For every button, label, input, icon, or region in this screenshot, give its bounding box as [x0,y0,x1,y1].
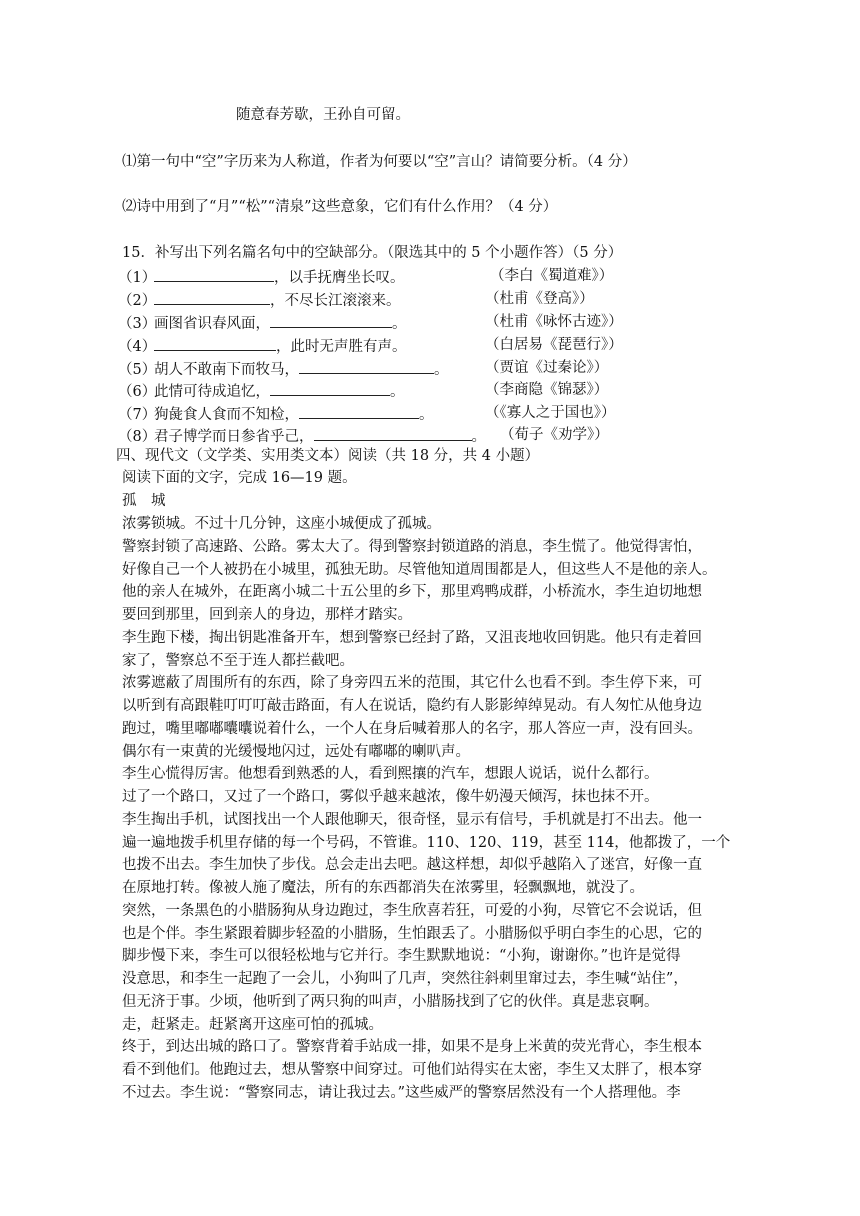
fill-item-text-after: 。 [392,316,407,332]
fill-item [118,358,449,381]
story-line: 好像自己一个人被扔在小城里，孤独无助。尽管他知道周围都是人，但这些人不是他的亲人。 [122,561,717,578]
story-line: 李生心慌得厉害。他想看到熟悉的人，看到熙攘的汽车，想跟人说话，说什么都行。 [122,766,659,783]
fill-item [118,403,434,426]
story-line: 不过去。李生说：“警察同志，请让我过去。”这些威严的警察居然没有一个人搭理他。李 [122,1084,681,1101]
fill-blank[interactable] [270,380,390,396]
story-line: 也拨不出去。李生加快了步伐。总会走出去吧。越这样想，却似乎越陷入了迷宫，好像一直 [122,857,702,874]
story-line: 没意思，和李生一起跑了一会儿，小狗叫了几声，突然往斜刺里窜过去，李生喊“站住”， [122,971,688,987]
fill-item-text-before: 狗彘食人食而不知检， [154,407,299,423]
story-line: 他的亲人在城外，在距离小城二十五公里的乡下，那里鸡鸭成群，小桥流水，李生迫切地想 [122,584,702,601]
story-line: 终于，到达出城的路口了。警察背着手站成一排，如果不是身上米黄的荧光背心，李生根本 [122,1039,702,1056]
question-14-1: ⑴第一句中“空”字历来为人称道，作者为何要以“空”言山？请简要分析。（4 分） [122,154,637,170]
fill-item-number: （3） [118,316,157,332]
fill-item-text-after: 。 [434,362,449,378]
story-title: 孤 城 [122,493,166,509]
story-line: 遍一遍地拨手机里存储的每一个号码，不管谁。110、120、119，甚至 114，他都拨了，一个 [122,834,731,851]
story-line: 李生掏出手机，试图找出一个人跟他聊天，很奇怪，显示有信号，手机就是打不出去。他一 [122,811,702,828]
fill-item-number: （8） [118,429,157,445]
fill-item [118,266,405,289]
section-4-header: 四、现代文（文学类、实用类文本）阅读（共 18 分，共 4 小题） [116,448,540,464]
story-line: 以听到有高跟鞋叮叮叮敲击路面，有人在说话，隐约有人影影绰绰晃动。有人匆忙从他身边 [122,698,702,714]
fill-item-number: （7） [118,407,157,423]
fill-item-text-before: 画图省识春风面， [154,316,270,332]
fill-item-source: （李白《蜀道难》） [490,268,614,284]
fill-item-text-after: ，以手抚膺坐长叹。 [274,270,405,286]
fill-item-text-after: 。 [390,384,405,400]
fill-blank[interactable] [299,358,434,374]
fill-item-text-after: ，不尽长江滚滚来。 [270,293,401,309]
fill-item-source: （白居易《琵琶行》） [485,337,623,353]
fill-item [118,425,486,448]
fill-item-text-before: 此情可待成追忆， [154,384,270,400]
fill-blank[interactable] [154,335,276,351]
fill-item [118,289,401,312]
fill-blank[interactable] [299,403,419,419]
story-line: 在原地打转。像被人施了魔法，所有的东西都消失在浓雾里，轻飘飘地，就没了。 [122,880,644,896]
fill-item-source: （荀子《劝学》） [500,427,609,443]
fill-item-source: （杜甫《咏怀古迹》） [485,314,623,330]
fill-item [118,312,407,335]
fill-item-source: （杜甫《登高》） [485,291,594,307]
story-line: 走，赶紧走。赶紧离开这座可怕的孤城。 [122,1016,383,1033]
fill-item-source: （李商隐《锦瑟》） [485,382,609,398]
story-line: 突然，一条黑色的小腊肠狗从身边跑过，李生欣喜若狂，可爱的小狗，尽管它不会说话，但 [122,902,702,919]
question-15-header: 15．补写出下列名篇名句中的空缺部分。（限选其中的 5 个小题作答）（5 分） [122,245,623,261]
poem-last-line: 随意春芳歇，王孙自可留。 [236,107,410,123]
story-line: 要回到那里，回到亲人的身边，那样才踏实。 [122,607,412,623]
fill-item-number: （5） [118,362,157,378]
story-line: 看不到他们。他跑过去，想从警察中间穿过。可他们站得实在太密，李生又太胖了，根本穿 [122,1062,702,1078]
fill-item-number: （1） [118,270,157,286]
fill-item-text-after: 。 [471,429,486,445]
fill-item-number: （4） [118,339,157,355]
fill-item-text-after: 。 [419,407,434,423]
reading-instruction: 阅读下面的文字，完成 16—19 题。 [122,470,357,486]
fill-item-text-after: ，此时无声胜有声。 [276,339,407,355]
fill-item-number: （6） [118,384,157,400]
story-line: 警察封锁了高速路、公路。雾太大了。得到警察封锁道路的消息，李生慌了。他觉得害怕， [122,538,702,555]
fill-blank[interactable] [154,289,270,305]
fill-item-number: （2） [118,293,157,309]
story-line: 也是个伴。李生紧跟着脚步轻盈的小腊肠，生怕跟丢了。小腊肠似乎明白李生的心思，它的 [122,925,702,942]
fill-blank[interactable] [270,312,392,328]
story-line: 脚步慢下来，李生可以很轻松地与它并行。李生默默地说：“小狗，谢谢你。”也许是觉得 [122,948,681,965]
story-line: 家了，警察总不至于连人都拦截吧。 [122,652,354,669]
story-line: 浓雾遮蔽了周围所有的东西，除了身旁四五米的范围，其它什么也看不到。李生停下来，可 [122,675,702,692]
fill-blank[interactable] [314,425,472,441]
fill-item [118,380,405,403]
story-line: 过了一个路口，又过了一个路口，雾似乎越来越浓，像牛奶漫天倾泻，抹也抹不开。 [122,789,659,805]
story-line: 但无济于事。少顷，他听到了两只狗的叫声，小腊肠找到了它的伙伴。真是悲哀啊。 [122,993,659,1010]
fill-item-text-before: 君子博学而日参省乎己， [154,429,314,445]
story-line: 李生跑下楼，掏出钥匙准备开车，想到警察已经封了路，又沮丧地收回钥匙。他只有走着回 [122,629,702,646]
fill-item-text-before: 胡人不敢南下而牧马， [154,362,299,378]
fill-item-source: （贾谊《过秦论》） [485,360,609,376]
question-14-2: ⑵诗中用到了“月”“松”“清泉”这些意象，它们有什么作用？（4 分） [122,199,558,215]
story-line: 浓雾锁城。不过十几分钟，这座小城便成了孤城。 [122,516,441,532]
story-line: 偶尔有一束黄的光缓慢地闪过，远处有嘟嘟的喇叭声。 [122,743,470,760]
fill-item-source: （《寡人之于国也》） [485,405,616,421]
story-line: 跑过，嘴里嘟嘟囔囔说着什么，一个人在身后喊着那人的名字，那人答应一声，没有回头。 [122,720,702,737]
fill-item [118,335,407,358]
fill-blank[interactable] [154,266,274,282]
